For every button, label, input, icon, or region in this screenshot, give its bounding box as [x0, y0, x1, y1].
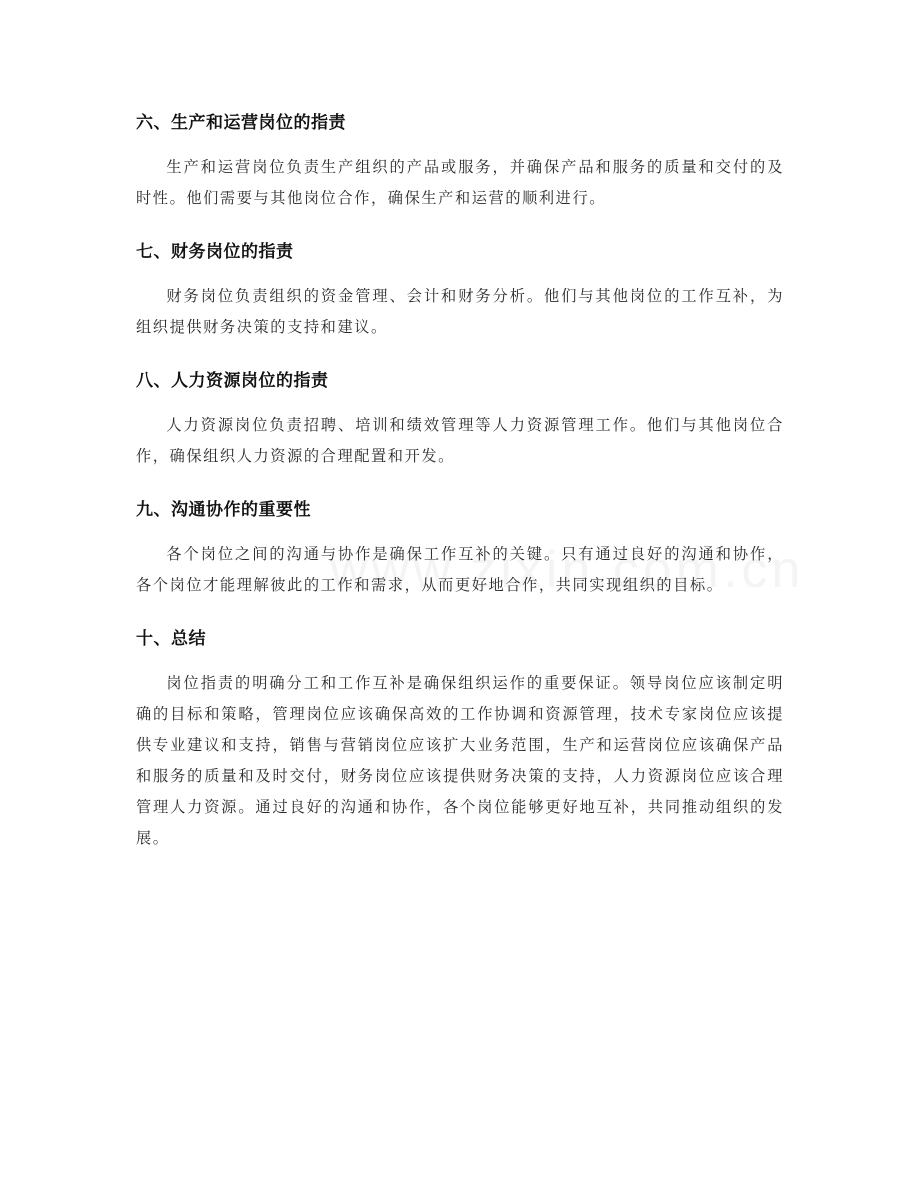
section-heading: 八、人力资源岗位的指责: [136, 371, 329, 391]
section-paragraph: 人力资源岗位负责招聘、培训和绩效管理等人力资源管理工作。他们与其他岗位合作，确保组织人力资源的合理配置和开发。: [136, 416, 784, 465]
section-paragraph: 岗位指责的明确分工和工作互补是确保组织运作的重要保证。领导岗位应该制定明确的目标和策略，管理岗位应该确保高效的工作协调和资源管理，技术专家岗位应该提供专业建议和支持，销售与营销岗位应该扩大业务范围，生产和运营岗位应该确保产品和服务的质量和及时交付，财务岗位应该提供财务决策的支持，人力资源岗位应该合理管理人力资源。通过良好的沟通和协作，各个岗位能够更好地互补，共同推动组织的发展。: [136, 674, 784, 847]
section-paragraph: 财务岗位负责组织的资金管理、会计和财务分析。他们与其他岗位的工作互补，为组织提供财务决策的支持和建议。: [136, 287, 784, 336]
section-paragraph: 各个岗位之间的沟通与协作是确保工作互补的关键。只有通过良好的沟通和协作，各个岗位才能理解彼此的工作和需求，从而更好地合作，共同实现组织的目标。: [136, 545, 784, 594]
section-finance: [136, 235, 784, 343]
section-production-operations: [136, 106, 784, 214]
section-heading: 七、财务岗位的指责: [136, 242, 294, 262]
document-page: [136, 106, 784, 875]
section-heading: 十、总结: [136, 629, 206, 649]
section-heading: 六、生产和运营岗位的指责: [136, 113, 346, 133]
section-paragraph: 生产和运营岗位负责生产组织的产品或服务，并确保产品和服务的质量和交付的及时性。他们需要与其他岗位合作，确保生产和运营的顺利进行。: [136, 158, 784, 207]
section-heading: 九、沟通协作的重要性: [136, 500, 311, 520]
section-communication: [136, 493, 784, 601]
section-summary: [136, 622, 784, 854]
section-human-resources: [136, 364, 784, 472]
